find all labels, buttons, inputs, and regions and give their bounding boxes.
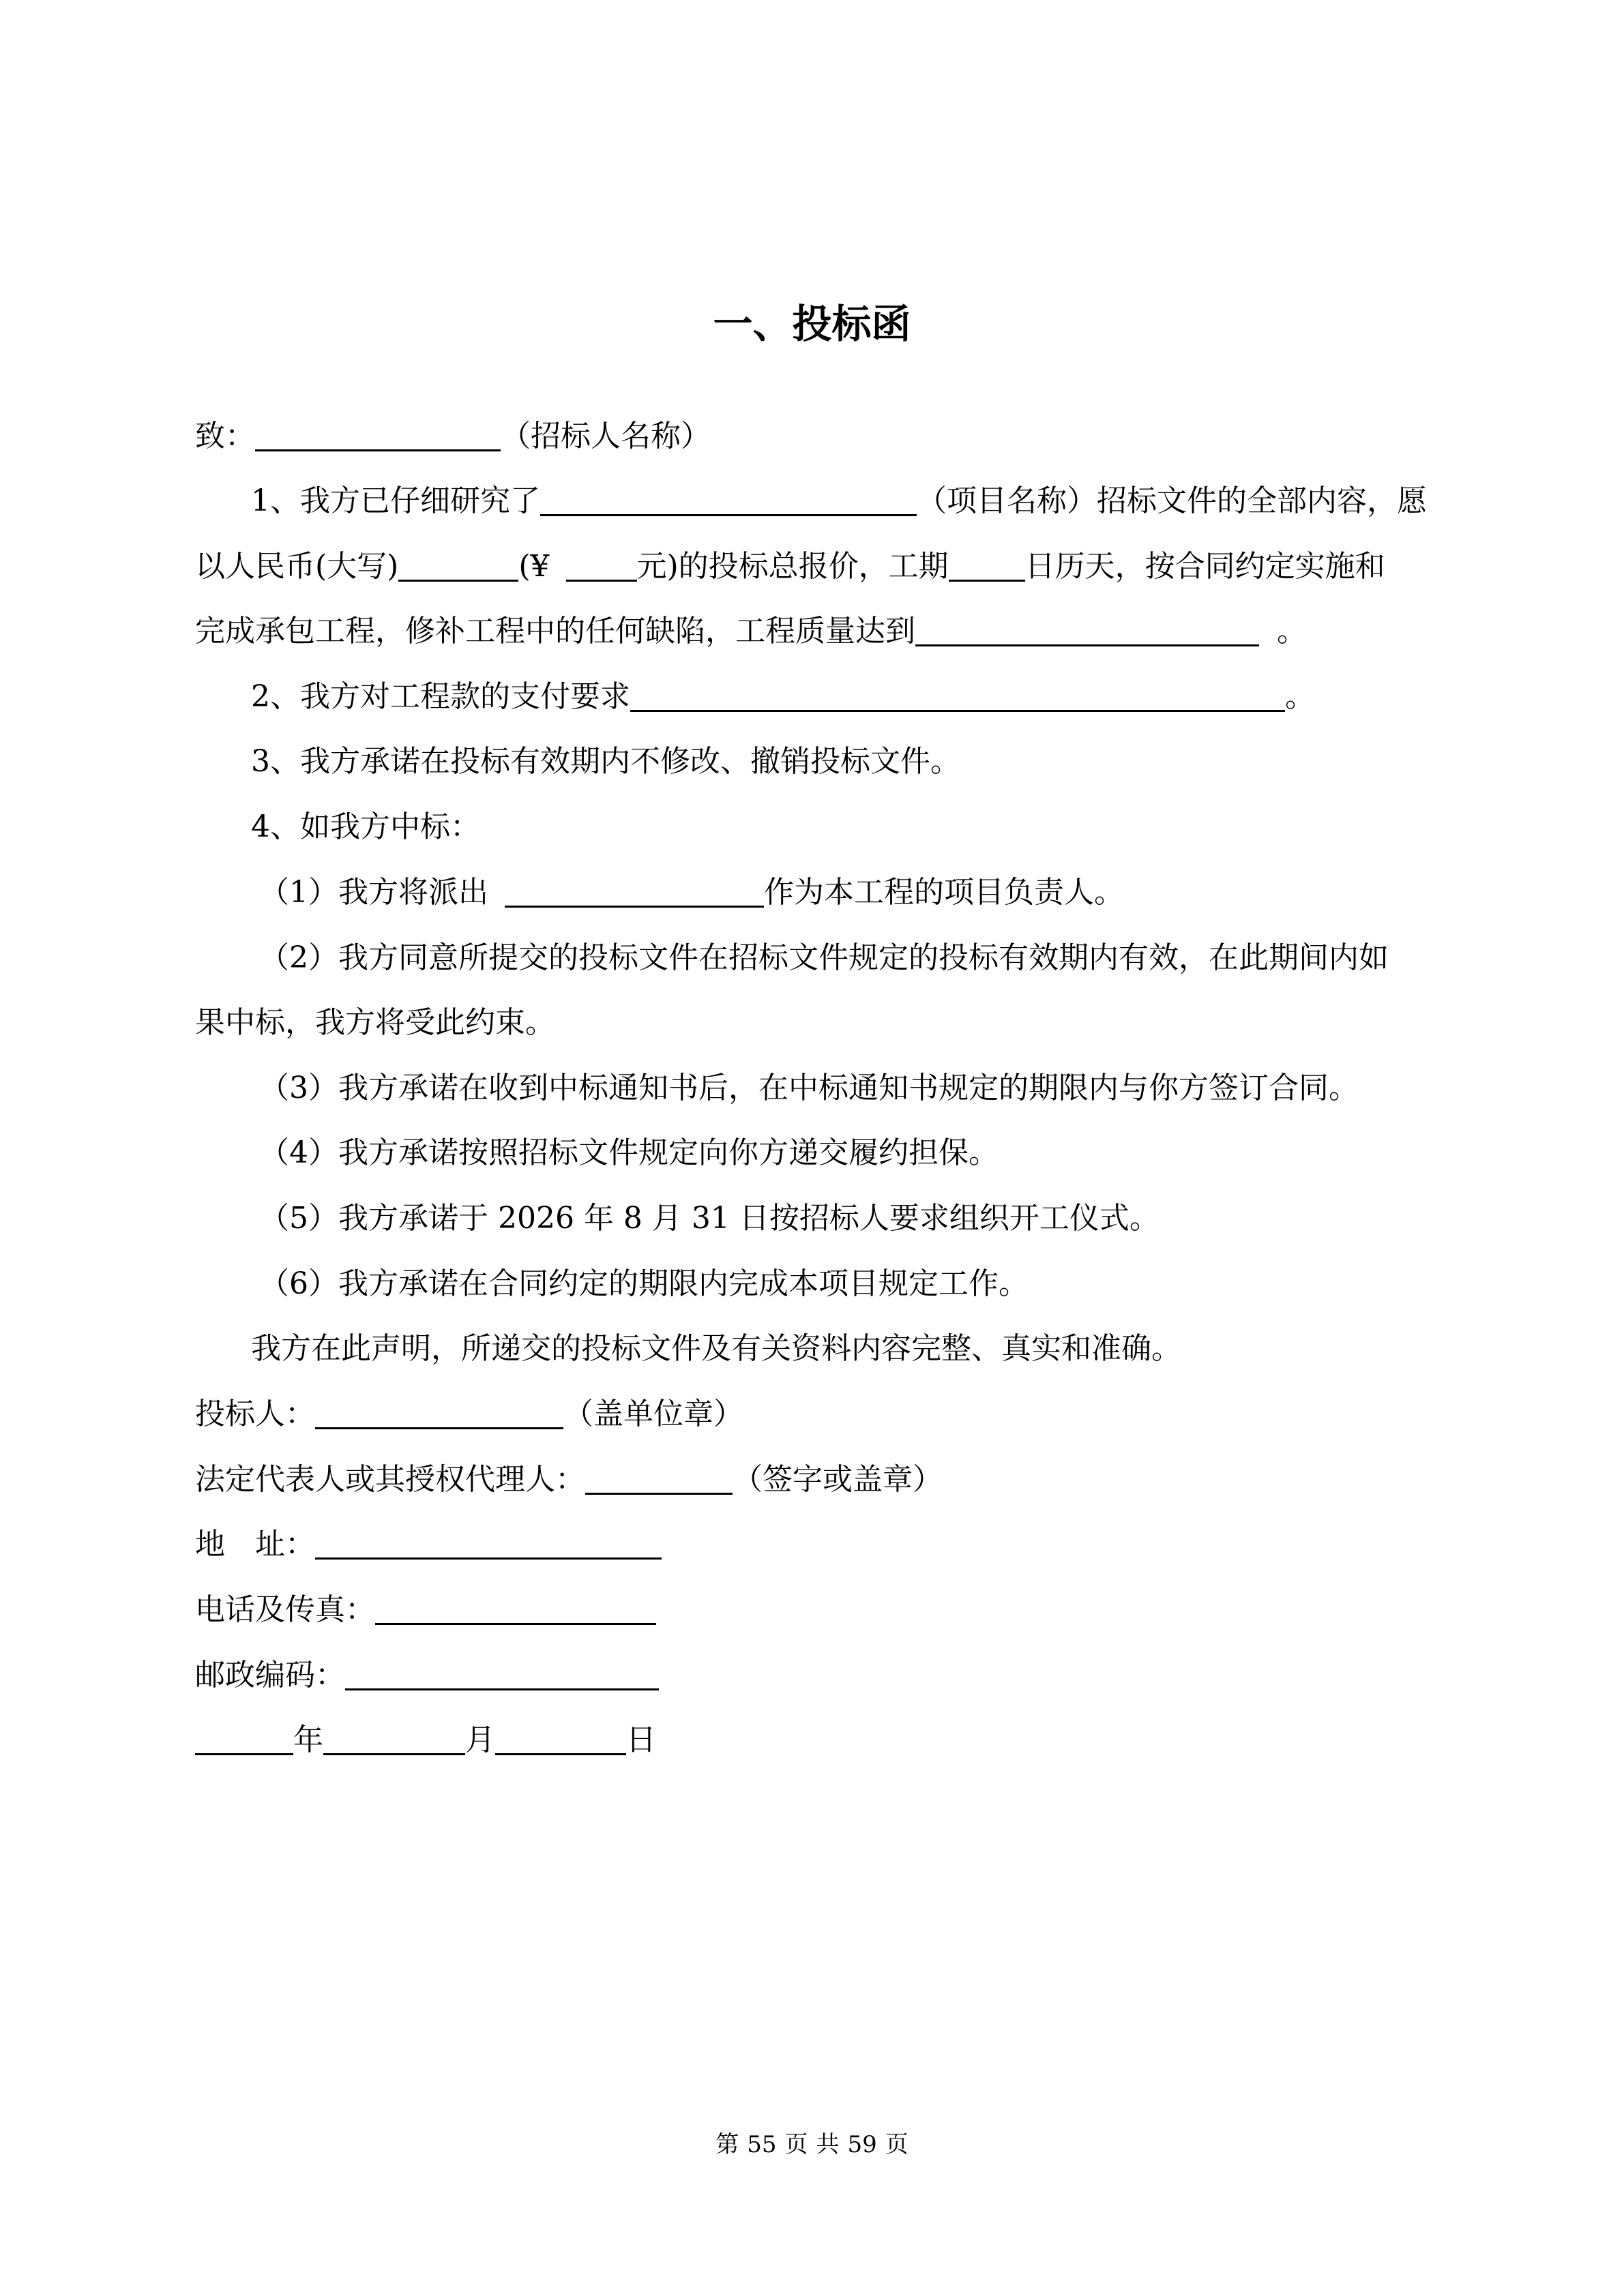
- day-label: 日: [626, 1723, 656, 1757]
- duration-blank[interactable]: [949, 552, 1025, 582]
- sub6-line: （6）我方承诺在合同约定的期限内完成本项目规定工作。: [259, 1266, 1029, 1301]
- addressee-line: [195, 417, 711, 456]
- phone-label: 电话及传真：: [195, 1592, 375, 1627]
- sub2-line2: 果中标，我方将受此约束。: [195, 1005, 555, 1040]
- total-pages: 59: [847, 2131, 877, 2158]
- item1-text-f: 日历天，按合同约定实施和: [1024, 549, 1385, 584]
- representative-suffix: （签字或盖章）: [733, 1462, 943, 1497]
- item1-line2: [195, 548, 1385, 586]
- item1-text-b: （项目名称）招标文件的全部内容，愿: [917, 483, 1427, 518]
- phone-line: [195, 1591, 656, 1629]
- item1-text-g: 完成承包工程，修补工程中的任何缺陷，工程质量达到: [195, 614, 915, 648]
- item1-text-c: 以人民币(大写): [195, 549, 399, 584]
- day-blank[interactable]: [495, 1726, 626, 1755]
- postcode-line: [195, 1656, 659, 1695]
- item1-text-d: (¥: [518, 549, 550, 584]
- sub4-line: （4）我方承诺按照招标文件规定向你方递交履约担保。: [259, 1135, 999, 1170]
- sub1-line: [259, 874, 1124, 912]
- tenderer-name-blank[interactable]: [255, 422, 501, 451]
- postcode-label: 邮政编码：: [195, 1658, 345, 1693]
- amount-words-blank[interactable]: [398, 552, 518, 582]
- postcode-blank[interactable]: [345, 1661, 659, 1690]
- item2-text-b: 。: [1285, 679, 1315, 714]
- sub3-line: （3）我方承诺在收到中标通知书后，在中标通知书规定的期限内与你方签订合同。: [259, 1071, 1359, 1105]
- item1-text-a: 1、我方已仔细研究了: [251, 483, 540, 518]
- addressee-prefix: 致：: [195, 419, 255, 453]
- page-number: 55: [747, 2131, 777, 2158]
- sub1-text-a: （1）我方将派出: [259, 875, 488, 910]
- amount-figure-blank[interactable]: [566, 552, 637, 582]
- bidder-suffix: （盖单位章）: [563, 1397, 743, 1431]
- month-label: 月: [465, 1723, 495, 1757]
- bidder-line: [195, 1395, 743, 1433]
- bidder-blank[interactable]: [315, 1400, 563, 1429]
- sub5-line: （5）我方承诺于 2026 年 8 月 31 日按招标人要求组织开工仪式。: [259, 1201, 1160, 1236]
- year-label: 年: [293, 1723, 323, 1757]
- representative-blank[interactable]: [585, 1465, 733, 1495]
- declaration-line: 我方在此声明，所递交的投标文件及有关资料内容完整、真实和准确。: [251, 1331, 1181, 1366]
- project-name-blank[interactable]: [540, 487, 917, 516]
- project-leader-blank[interactable]: [505, 878, 764, 908]
- footer-text-a: 第: [715, 2131, 739, 2158]
- representative-line: [195, 1461, 943, 1499]
- item2-text-a: 2、我方对工程款的支付要求: [251, 679, 630, 714]
- addressee-suffix: （招标人名称）: [501, 419, 711, 453]
- month-blank[interactable]: [323, 1726, 465, 1755]
- item1-text-e: 元)的投标总报价，工期: [636, 549, 949, 584]
- footer-text-b: 页: [784, 2131, 808, 2158]
- address-blank[interactable]: [315, 1530, 662, 1560]
- item1-line3: [195, 612, 1307, 651]
- representative-label: 法定代表人或其授权代理人：: [195, 1462, 585, 1497]
- item4-line: 4、如我方中标：: [251, 809, 480, 844]
- payment-blank[interactable]: [630, 683, 1285, 712]
- page-title: 一、投标函: [713, 301, 911, 347]
- item2-line: [251, 678, 1315, 716]
- phone-blank[interactable]: [375, 1596, 656, 1625]
- item1-line1: [251, 482, 1427, 520]
- address-line: [195, 1525, 662, 1564]
- item1-text-h: 。: [1277, 614, 1307, 648]
- item3-line: 3、我方承诺在投标有效期内不修改、撤销投标文件。: [251, 744, 960, 779]
- quality-blank[interactable]: [915, 617, 1259, 646]
- address-label: 地 址：: [195, 1527, 315, 1562]
- footer-text-d: 页: [885, 2131, 909, 2158]
- year-blank[interactable]: [195, 1726, 293, 1755]
- sub1-text-b: 作为本工程的项目负责人。: [764, 875, 1124, 910]
- page-footer: [0, 2130, 1624, 2160]
- footer-text-c: 共: [816, 2131, 840, 2158]
- date-line: [195, 1721, 656, 1759]
- bidder-label: 投标人：: [195, 1397, 315, 1431]
- sub2-line1: （2）我方同意所提交的投标文件在招标文件规定的投标有效期内有效，在此期间内如: [259, 940, 1389, 975]
